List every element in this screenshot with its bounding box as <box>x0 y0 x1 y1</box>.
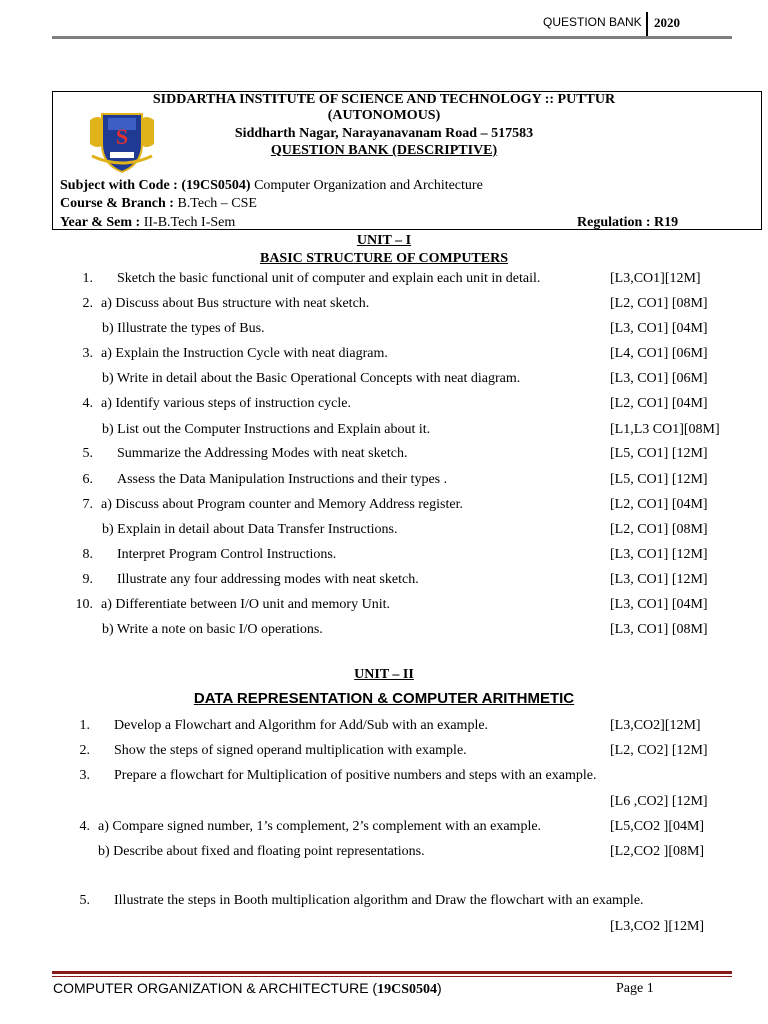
course-label: Course & Branch : <box>60 196 178 211</box>
question-text: Assess the Data Manipulation Instructions and their types . <box>117 472 448 487</box>
question-text: Develop a Flowchart and Algorithm for Add/Sub with an example. <box>114 718 489 733</box>
svg-text:S: S <box>115 124 129 149</box>
question-number: 3. <box>79 768 90 783</box>
footer-page-number: Page 1 <box>616 981 654 996</box>
footer-course-code: 19CS0504 <box>377 982 437 997</box>
question-marks: [L4, CO1] [06M] <box>610 346 708 361</box>
question-marks: [L5,CO2 ][04M] <box>610 819 705 834</box>
question-marks: [L2, CO1] [04M] <box>610 497 708 512</box>
footer-course <box>53 980 442 998</box>
question-bank-title: QUESTION BANK (DESCRIPTIVE) <box>270 143 498 158</box>
footer-course-prefix: COMPUTER ORGANIZATION & ARCHITECTURE ( <box>53 980 378 996</box>
question-marks: [L3, CO1] [12M] <box>610 572 708 587</box>
question-marks: [L1,L3 CO1][08M] <box>610 422 720 437</box>
question-marks: [L3,CO1][12M] <box>610 271 701 286</box>
question-marks: [L3, CO1] [04M] <box>610 597 708 612</box>
question-text: Illustrate the steps in Booth multiplication algorithm and Draw the flowchart with an example. <box>114 893 644 908</box>
footer-rule-thick <box>52 971 732 974</box>
question-marks: [L2, CO1] [08M] <box>610 296 708 311</box>
question-text: Sketch the basic functional unit of computer and explain each unit in detail. <box>117 271 541 286</box>
question-text: Illustrate any four addressing modes with neat sketch. <box>117 572 419 587</box>
question-number: 1. <box>82 271 93 286</box>
question-number: 4. <box>79 819 90 834</box>
question-number: 5. <box>82 446 93 461</box>
question-text: a) Compare signed number, 1’s complement, 2’s complement with an example. <box>98 819 542 834</box>
question-number: 1. <box>79 718 90 733</box>
question-marks: [L2, CO2] [12M] <box>610 743 708 758</box>
question-number: 3. <box>82 346 93 361</box>
institute-address: Siddharth Nagar, Narayanavanam Road – 517583 <box>234 126 534 141</box>
question-marks: [L3,CO2 ][12M] <box>610 919 705 934</box>
question-number: 2. <box>82 296 93 311</box>
question-text: a) Discuss about Bus structure with neat sketch. <box>101 296 370 311</box>
footer-rule-thin <box>52 976 732 977</box>
course-line <box>60 195 257 213</box>
year-line <box>60 214 235 232</box>
footer-course-suffix: ) <box>437 980 442 996</box>
unit2-subtitle: DATA REPRESENTATION & COMPUTER ARITHMETIC <box>193 690 575 707</box>
unit2-title: UNIT – II <box>354 667 414 682</box>
question-marks: [L3, CO1] [04M] <box>610 321 708 336</box>
question-number: 2. <box>79 743 90 758</box>
question-marks: [L2,CO2 ][08M] <box>610 844 705 859</box>
question-text: b) List out the Computer Instructions and Explain about it. <box>102 422 431 437</box>
institute-name: SIDDARTHA INSTITUTE OF SCIENCE AND TECHNOLOGY :: PUTTUR <box>152 92 616 107</box>
question-marks: [L3,CO2][12M] <box>610 718 701 733</box>
question-number: 4. <box>82 396 93 411</box>
question-text: a) Discuss about Program counter and Memory Address register. <box>101 497 463 512</box>
course-value: B.Tech – CSE <box>177 196 257 211</box>
header-rule <box>52 36 732 39</box>
header-divider <box>646 12 648 38</box>
subject-line <box>60 177 483 195</box>
question-text: Interpret Program Control Instructions. <box>117 547 337 562</box>
subject-label: Subject with Code : (19CS0504) <box>60 178 251 193</box>
question-number: 10. <box>75 597 93 612</box>
question-marks: [L5, CO1] [12M] <box>610 446 708 461</box>
question-marks: [L3, CO1] [06M] <box>610 371 708 386</box>
subject-value: Computer Organization and Architecture <box>250 178 483 193</box>
year-value: II-B.Tech I-Sem <box>143 215 236 230</box>
unit1-title: UNIT – I <box>356 233 412 248</box>
question-text: Summarize the Addressing Modes with neat sketch. <box>117 446 408 461</box>
question-number: 8. <box>82 547 93 562</box>
question-number: 6. <box>82 472 93 487</box>
unit1-subtitle: BASIC STRUCTURE OF COMPUTERS <box>259 251 508 266</box>
question-text: b) Write a note on basic I/O operations. <box>102 622 323 637</box>
header-label: QUESTION BANK <box>543 15 642 29</box>
question-text: b) Explain in detail about Data Transfer Instructions. <box>102 522 398 537</box>
regulation: Regulation : R19 <box>577 215 679 230</box>
header-year: 2020 <box>654 15 680 30</box>
question-number: 9. <box>82 572 93 587</box>
question-text: b) Write in detail about the Basic Operational Concepts with neat diagram. <box>102 371 521 386</box>
question-marks: [L6 ,CO2] [12M] <box>610 794 708 809</box>
question-marks: [L3, CO1] [08M] <box>610 622 708 637</box>
institute-status: (AUTONOMOUS) <box>327 108 441 123</box>
question-text: a) Explain the Instruction Cycle with neat diagram. <box>101 346 388 361</box>
question-marks: [L2, CO1] [04M] <box>610 396 708 411</box>
question-text: Prepare a flowchart for Multiplication of positive numbers and steps with an example. <box>114 768 597 783</box>
question-number: 7. <box>82 497 93 512</box>
question-text: a) Identify various steps of instruction cycle. <box>101 396 351 411</box>
question-marks: [L5, CO1] [12M] <box>610 472 708 487</box>
question-number: 5. <box>79 893 90 908</box>
question-text: b) Describe about fixed and floating point representations. <box>98 844 425 859</box>
question-text: Show the steps of signed operand multiplication with example. <box>114 743 467 758</box>
question-marks: [L2, CO1] [08M] <box>610 522 708 537</box>
question-text: b) Illustrate the types of Bus. <box>102 321 265 336</box>
question-marks: [L3, CO1] [12M] <box>610 547 708 562</box>
year-label: Year & Sem : <box>60 215 144 230</box>
question-text: a) Differentiate between I/O unit and memory Unit. <box>101 597 390 612</box>
